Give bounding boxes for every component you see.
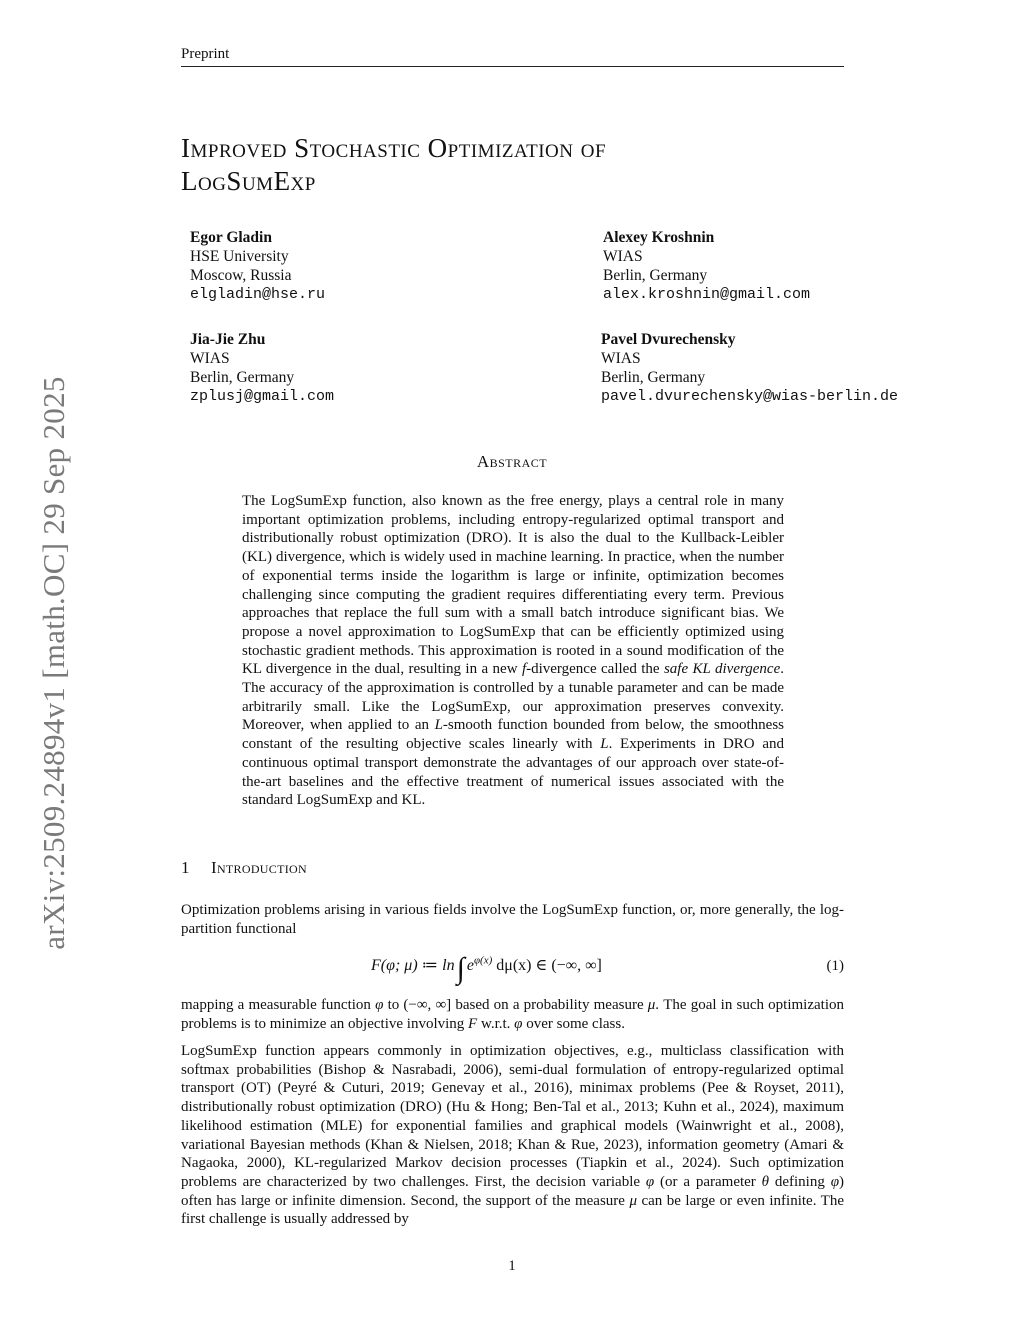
author-location: Berlin, Germany [190, 369, 295, 386]
author-location: Moscow, Russia [190, 267, 292, 284]
running-header [181, 44, 844, 67]
author-email[interactable]: elgladin@hse.ru [190, 286, 326, 303]
author-affiliation: HSE University [190, 248, 289, 265]
integral-sign: ∫ [456, 952, 465, 985]
text-run: (or a parameter [654, 1173, 762, 1190]
math-symbol: (−∞, ∞] [403, 997, 452, 1013]
text-run: LogSumExp function appears commonly in optimization objectives, e.g., multiclass classification with softmax probabilities (Bishop & Nasrabadi, 2006), semi-dual formulation of entropy-regularized optimal transport (OT) (Peyré & Cuturi, 2019; Genevay et al., 2016), minimax problems (Pee & Royset, 2011), distributionally robust optimization (DRO) (Hu & Hong; Ben-Tal et al., 2013; Kuhn et al., 2024), maximum likelihood estimation (MLE) for exponential families and graphical models (Wainwright et al., 2008), variational Bayesian methods (Khan & Nielsen, 2018; Khan & Rue, 2023), information geometry (Amari & Nagaoka, 2000), KL-regularized Markov decision processes (Tiapkin et al., 2024). Such optimization problems are characterized by two challenges. First, the decision variable [181, 1043, 844, 1190]
equation-block [181, 948, 844, 988]
equation-base: e [466, 957, 474, 974]
equation-exponent: φ(x) [473, 954, 493, 967]
paragraph: Optimization problems arising in various fields involve the LogSumExp function, or, more generally, the log-partition functional [181, 902, 844, 937]
author-affiliation: WIAS [603, 248, 643, 265]
author-name: Alexey Kroshnin [603, 229, 715, 246]
equation-lhs: F(φ; μ) ≔ ln [371, 957, 455, 974]
abstract-text-part: The LogSumExp function, also known as the free energy, plays a central role in many important optimization problems, including entropy-regularized optimal transport and distributionally robust optimization (DRO). It is also the dual to the Kullback-Leibler (KL) divergence, which is widely used in machine learning. In practice, when the number of exponential terms inside the logarithm is large or infinite, optimization becomes challenging since computing the gradient requires differentiating every term. Previous approaches that replace the full sum with a small batch introduce significant bias. We propose a novel approximation to LogSumExp that can be efficiently optimized using stochastic gradient methods. This approximation is rooted in a sound modification of the KL divergence in the dual, resulting in a new [242, 493, 784, 678]
text-run: w.r.t. [477, 1015, 515, 1032]
abstract-text [242, 492, 784, 810]
text-run: to [383, 997, 404, 1013]
text-run: defining [769, 1173, 831, 1190]
abstract-heading: Abstract [476, 452, 548, 471]
author-email[interactable]: zplusj@gmail.com [190, 388, 335, 405]
author-name: Egor Gladin [190, 229, 272, 246]
author-name: Jia-Jie Zhu [190, 331, 266, 348]
page-number: 1 [508, 1258, 516, 1274]
text-run: . The goal in such optimization problems is to minimize an objective involving [181, 997, 844, 1032]
author-block [190, 228, 325, 304]
author-location: Berlin, Germany [603, 267, 708, 284]
author-affiliation: WIAS [190, 350, 230, 367]
author-block [601, 330, 898, 406]
equation [371, 952, 602, 986]
author-name: Pavel Dvurechensky [601, 331, 736, 348]
section-title: Introduction [211, 858, 307, 877]
author-block [190, 330, 334, 406]
math-symbol: φ [514, 1015, 523, 1032]
author-block [603, 228, 810, 304]
arxiv-identifier-stamp: arXiv:2509.24894v1 [math.OC] 29 Sep 2025 [36, 376, 71, 950]
math-symbol: μ [647, 997, 656, 1013]
abstract-text-part: -smooth function bounded from below, the smoothness constant of the resulting objective scales linearly with [242, 717, 784, 753]
author-location: Berlin, Germany [601, 369, 706, 386]
running-title: Preprint [181, 46, 230, 62]
title-line-1: Improved Stochastic Optimization of [181, 133, 607, 163]
text-run: mapping a measurable function [181, 997, 376, 1013]
text-run: can be large or even infinite. The first challenge is usually addressed by [181, 1192, 844, 1228]
paragraph [181, 1042, 844, 1229]
math-symbol: φ [375, 997, 384, 1013]
equation-rhs: dμ(x) ∈ (−∞, ∞] [492, 957, 602, 974]
text-run: based on a probability measure [451, 997, 648, 1013]
math-symbol: L [600, 736, 609, 753]
math-symbol: F [468, 1015, 478, 1032]
text-run: ) often has large or infinite dimension. Second, the support of the measure [181, 1173, 844, 1209]
abstract-text-part: . Experiments in DRO and continuous optimal transport demonstrate the advantages of our approach over state-of-the-art baselines and the effective treatment of numerical issues associated with the standard LogSumExp and KL. [242, 736, 784, 809]
title-line-2: LogSumExp [181, 166, 316, 196]
math-symbol: θ [761, 1173, 770, 1190]
abstract-text-part: . The accuracy of the approximation is controlled by a tunable parameter and can be made arbitrarily small. Like the LogSumExp, our approximation preserves convexity. Moreover, when applied to an [242, 661, 784, 734]
math-symbol: L [434, 717, 443, 734]
section-number: 1 [181, 858, 190, 877]
math-symbol: μ [629, 1192, 637, 1209]
math-symbol: f [521, 661, 527, 678]
equation-number: (1) [826, 958, 844, 974]
section-heading [181, 858, 307, 878]
emphasized-term: safe KL divergence [663, 661, 781, 678]
text-run: over some class. [522, 1015, 625, 1032]
paper-title [181, 132, 821, 198]
math-symbol: φ [645, 1173, 655, 1190]
author-email[interactable]: pavel.dvurechensky@wias-berlin.de [601, 388, 899, 405]
author-affiliation: WIAS [601, 350, 641, 367]
author-email[interactable]: alex.kroshnin@gmail.com [603, 286, 811, 303]
math-symbol: φ [830, 1173, 839, 1190]
abstract-text-part: -divergence called the [526, 661, 664, 678]
paragraph [181, 996, 844, 1033]
